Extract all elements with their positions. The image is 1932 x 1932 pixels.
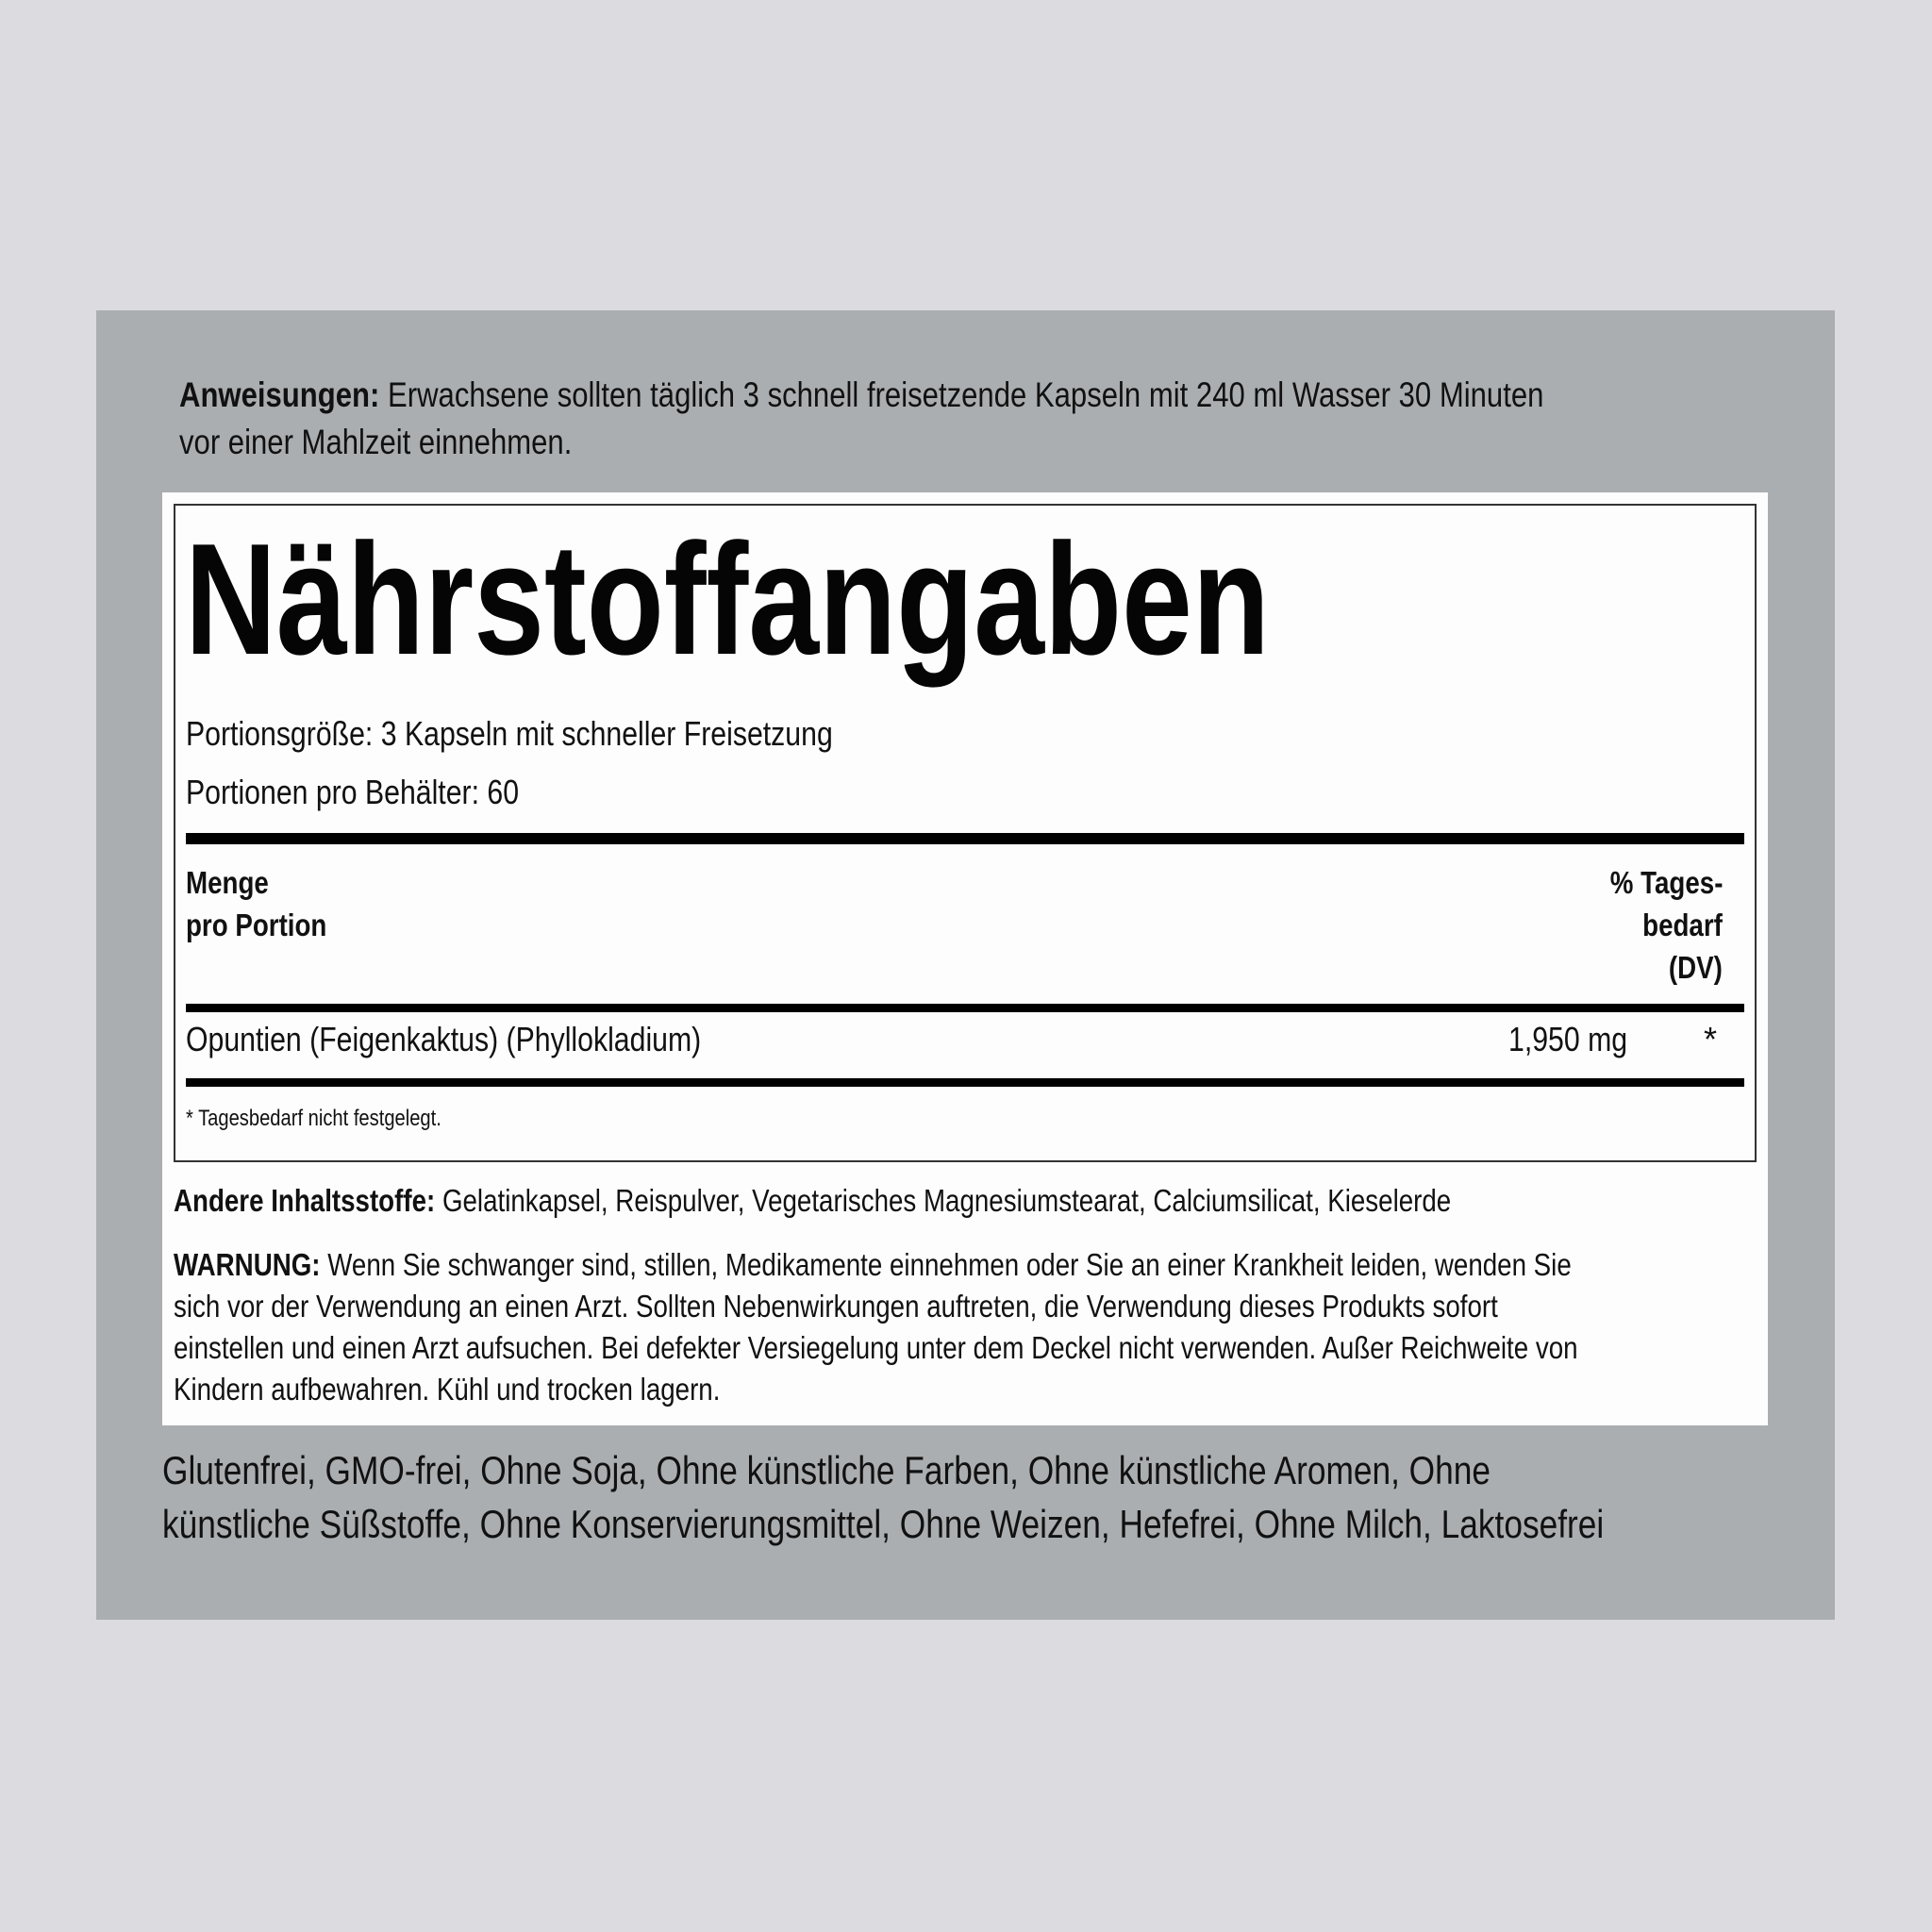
- other-ingredients-label: Andere Inhaltsstoffe:: [174, 1183, 436, 1218]
- header-per-serving: pro Portion: [186, 908, 327, 942]
- header-amount: Menge: [186, 865, 269, 900]
- other-ingredients: [174, 1180, 1694, 1222]
- warning-line-3: einstellen und einen Arzt aufsuchen. Bei defekter Versiegelung unter dem Deckel nicht verwenden. Außer Reichweite von: [174, 1330, 1578, 1365]
- directions-line-1: [179, 372, 1804, 419]
- divider-medium-2: [186, 1078, 1744, 1087]
- directions-label: Anweisungen:: [179, 375, 380, 414]
- header-dv-1: % Tages-: [1609, 865, 1723, 900]
- free-from-line-2: künstliche Süßstoffe, Ohne Konservierungsmittel, Ohne Weizen, Hefefrei, Ohne Milch, Laktosefrei: [162, 1502, 1605, 1546]
- free-from-line-1: Glutenfrei, GMO-frei, Ohne Soja, Ohne künstliche Farben, Ohne künstliche Aromen, Ohne: [162, 1448, 1491, 1492]
- directions-line-2: [179, 419, 647, 466]
- other-ingredients-text: Gelatinkapsel, Reispulver, Vegetarisches Magnesiumstearat, Calciumsilicat, Kieselerde: [441, 1183, 1452, 1218]
- warning-line-4: Kindern aufbewahren. Kühl und trocken lagern.: [174, 1372, 721, 1407]
- warning-label: WARNUNG:: [174, 1247, 321, 1282]
- warning-line-2: sich vor der Verwendung an einen Arzt. Sollten Nebenwirkungen auftreten, die Verwendung dieses Produkts sofort: [174, 1289, 1498, 1324]
- warning-text-1: Wenn Sie schwanger sind, stillen, Medikamente einnehmen oder Sie an einer Krankheit leiden, wenden Sie: [327, 1247, 1572, 1282]
- header-dv-3: (DV): [1669, 950, 1723, 985]
- ingredient-dv: *: [1703, 1020, 1717, 1058]
- header-dv-2: bedarf: [1642, 908, 1723, 942]
- divider-thick: [186, 833, 1744, 844]
- directions-text-2: vor einer Mahlzeit einnehmen.: [179, 423, 573, 461]
- facts-title: Nährstoffangaben: [185, 510, 1270, 688]
- footnote: * Tagesbedarf nicht festgelegt.: [186, 1106, 441, 1131]
- warning-line-1: [174, 1244, 1838, 1286]
- divider-medium: [186, 1004, 1744, 1012]
- serving-size: Portionsgröße: 3 Kapseln mit schneller Freisetzung: [186, 714, 833, 753]
- ingredient-name: Opuntien (Feigenkaktus) (Phyllokladium): [186, 1020, 702, 1058]
- directions-text: Erwachsene sollten täglich 3 schnell freisetzende Kapseln mit 240 ml Wasser 30 Minuten: [388, 375, 1544, 414]
- ingredient-amount: 1,950 mg: [1507, 1020, 1627, 1058]
- servings-per-container: Portionen pro Behälter: 60: [186, 773, 520, 811]
